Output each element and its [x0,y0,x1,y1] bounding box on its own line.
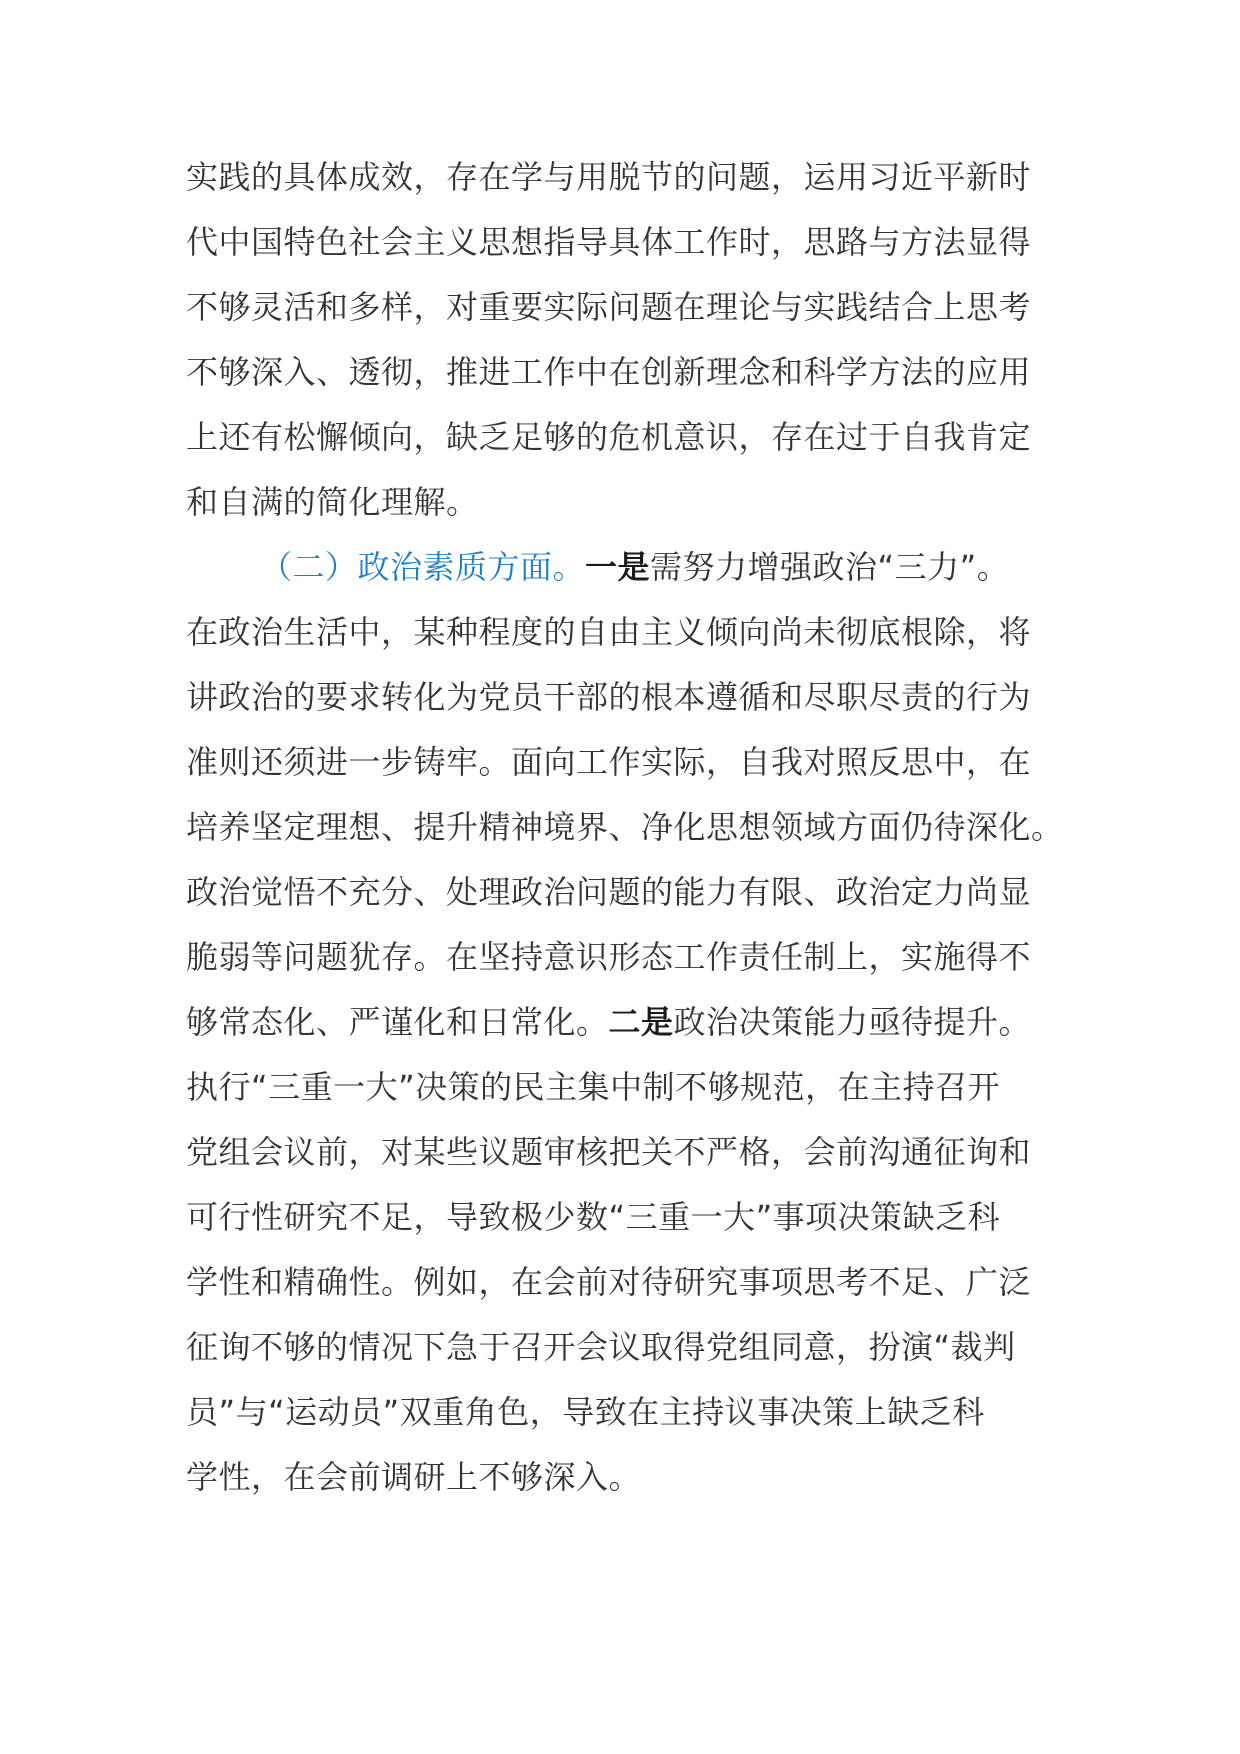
paragraph-1-line-5: 上还有松懈倾向，缺乏足够的危机意识，存在过于自我肯定 [186,418,1032,456]
paragraph-2-line-13: 征询不够的情况下急于召开会议取得党组同意，扮演“裁判 [186,1328,1016,1366]
line-8-before: 够常态化、严谨化和日常化。 [186,1003,609,1041]
paragraph-2-first-line [186,535,1056,600]
paragraph-2-line-14: 员”与“运动员”双重角色，导致在主持议事决策上缺乏科 [186,1393,985,1431]
point-label-1: 一是 [585,548,651,586]
point-label-2: 二是 [608,1003,674,1041]
section-heading: （二）政治素质方面。 [260,548,586,586]
paragraph-2-line-11: 可行性研究不足，导致极少数“三重一大”事项决策缺乏科 [186,1198,1001,1236]
paragraph-2-line-10: 党组会议前，对某些议题审核把关不严格，会前沟通征询和 [186,1133,1032,1171]
paragraph-2-line-3: 讲政治的要求转化为党员干部的根本遵循和尽职尽责的行为 [186,678,1032,716]
paragraph-2-line-15: 学性，在会前调研上不够深入。 [186,1458,642,1496]
paragraph-1-line-6: 和自满的简化理解。 [186,483,479,521]
paragraph-1-line-1: 实践的具体成效，存在学与用脱节的问题，运用习近平新时 [186,158,1032,196]
paragraph-2-line-6: 政治觉悟不充分、处理政治问题的能力有限、政治定力尚显 [186,873,1032,911]
paragraph-2-line-5: 培养坚定理想、提升精神境界、净化思想领域方面仍待深化。 [186,808,1064,846]
paragraph-2-line-9: 执行“三重一大”决策的民主集中制不够规范，在主持召开 [186,1068,1001,1106]
paragraph-2-line-8 [186,990,1056,1055]
paragraph-1 [186,145,1056,535]
paragraph-1-line-3: 不够灵活和多样，对重要实际问题在理论与实践结合上思考 [186,288,1032,326]
paragraph-2-line-7: 脆弱等问题犹存。在坚持意识形态工作责任制上，实施得不 [186,938,1032,976]
paragraph-1-line-2: 代中国特色社会主义思想指导具体工作时，思路与方法显得 [186,223,1032,261]
paragraph-2 [186,535,1064,1510]
paragraph-1-line-4: 不够深入、透彻，推进工作中在创新理念和科学方法的应用 [186,353,1032,391]
point-lead-2: 政治决策能力亟待提升。 [673,1003,1032,1041]
paragraph-2-line-12: 学性和精确性。例如，在会前对待研究事项思考不足、广泛 [186,1263,1032,1301]
paragraph-2-line-4: 准则还须进一步铸牢。面向工作实际，自我对照反思中，在 [186,743,1032,781]
point-lead-1: 需努力增强政治“三力”。 [650,548,1010,586]
paragraph-2-line-2: 在政治生活中，某种程度的自由主义倾向尚未彻底根除，将 [186,613,1032,651]
